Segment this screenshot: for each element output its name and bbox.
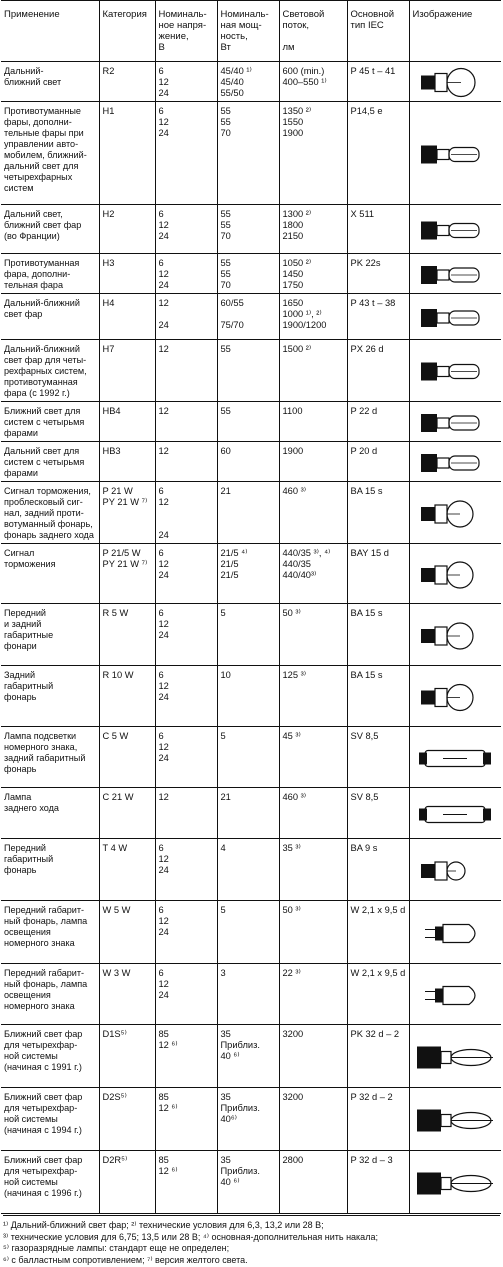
flux-cell: 1050 ²⁾ 1450 1750 bbox=[279, 254, 347, 294]
hb3-bulb-icon bbox=[410, 446, 502, 480]
footnote-line: ¹⁾ Дальний-ближний свет фар; ²⁾ технические условия для 6,3, 13,2 или 28 В; bbox=[3, 1220, 324, 1230]
table-row bbox=[1, 205, 501, 254]
power-cell: 55 55 70 bbox=[217, 205, 279, 254]
iec-type-cell: SV 8,5 bbox=[347, 727, 409, 788]
flux-cell: 1300 ²⁾ 1800 2150 bbox=[279, 205, 347, 254]
iec-type-cell: BA 15 s bbox=[347, 666, 409, 727]
voltage-cell: 12 bbox=[155, 402, 217, 442]
application-cell: Дальний- ближний свет bbox=[4, 66, 62, 87]
flux-cell: 1900 bbox=[279, 442, 347, 482]
power-cell: 21 bbox=[217, 482, 279, 544]
category-cell: T 4 W bbox=[99, 839, 155, 901]
category-cell: HB4 bbox=[99, 402, 155, 442]
power-cell: 55 bbox=[217, 402, 279, 442]
flux-cell: 35 ³⁾ bbox=[279, 839, 347, 901]
iec-type-cell: BA 9 s bbox=[347, 839, 409, 901]
application-cell: Задний габаритный фонарь bbox=[4, 670, 54, 702]
iec-type-cell: BA 15 s bbox=[347, 604, 409, 666]
image-cell bbox=[409, 1151, 501, 1214]
table-row bbox=[1, 666, 501, 727]
flux-cell: 125 ³⁾ bbox=[279, 666, 347, 727]
table-row bbox=[1, 901, 501, 964]
category-cell: H2 bbox=[99, 205, 155, 254]
category-cell: W 5 W bbox=[99, 901, 155, 964]
image-cell bbox=[409, 340, 501, 402]
c5w-festoon-icon bbox=[410, 731, 502, 786]
voltage-cell: 12 bbox=[155, 788, 217, 839]
h4-bulb-icon bbox=[410, 298, 502, 338]
application-cell: Передний габарит- ный фонарь, лампа освещения номерного знака bbox=[4, 905, 88, 948]
c21w-festoon-icon bbox=[410, 792, 502, 837]
power-cell: 45/40 ¹⁾ 45/40 55/50 bbox=[217, 62, 279, 102]
table-row bbox=[1, 254, 501, 294]
image-cell bbox=[409, 1025, 501, 1088]
flux-cell: 50 ³⁾ bbox=[279, 901, 347, 964]
category-cell: R2 bbox=[99, 62, 155, 102]
r2-bulb-icon bbox=[410, 67, 502, 98]
category-cell: P 21/5 W PY 21 W ⁷⁾ bbox=[99, 544, 155, 604]
voltage-cell: 6 12 24 bbox=[155, 604, 217, 666]
footnote-line: ³⁾ технические условия для 6,75; 13,5 или 28 В; ⁴⁾ основная-дополнительная нить накала; bbox=[3, 1231, 378, 1242]
h3-bulb-icon bbox=[410, 258, 502, 292]
d2r-xenon-icon bbox=[410, 1155, 502, 1212]
h7-bulb-icon bbox=[410, 344, 502, 399]
category-cell: H4 bbox=[99, 294, 155, 340]
r10w-bulb-icon bbox=[410, 670, 502, 725]
iec-type-cell: W 2,1 x 9,5 d bbox=[347, 964, 409, 1025]
h2-bulb-icon bbox=[410, 209, 502, 252]
d1s-xenon-icon bbox=[410, 1029, 502, 1086]
iec-type-cell: X 511 bbox=[347, 205, 409, 254]
flux-cell: 3200 bbox=[279, 1025, 347, 1088]
table-row bbox=[1, 62, 501, 102]
voltage-cell: 6 12 24 bbox=[155, 901, 217, 964]
application-cell: Ближний свет фар для четырехфар- ной системы (начиная с 1991 г.) bbox=[4, 1029, 83, 1072]
application-cell: Ближний свет фар для четырехфар- ной системы (начиная с 1996 г.) bbox=[4, 1155, 83, 1198]
header-voltage: Номиналь- ное напря- жение, В bbox=[155, 1, 217, 62]
flux-cell: 460 ³⁾ bbox=[279, 788, 347, 839]
flux-cell: 600 (min.) 400–550 ¹⁾ bbox=[279, 62, 347, 102]
power-cell: 55 55 70 bbox=[217, 254, 279, 294]
iec-type-cell: P 32 d – 3 bbox=[347, 1151, 409, 1214]
category-cell: R 5 W bbox=[99, 604, 155, 666]
image-cell bbox=[409, 102, 501, 205]
application-cell: Передний габаритный фонарь bbox=[4, 843, 54, 875]
application-cell: Дальний свет для систем с четырьмя фарами bbox=[4, 446, 85, 478]
category-cell: H7 bbox=[99, 340, 155, 402]
image-cell bbox=[409, 402, 501, 442]
iec-type-cell: W 2,1 x 9,5 d bbox=[347, 901, 409, 964]
application-cell: Сигнал торможения bbox=[4, 548, 56, 569]
header-power: Номиналь- ная мощ- ность, Вт bbox=[217, 1, 279, 62]
application-cell: Лампа заднего хода bbox=[4, 792, 59, 813]
table-row bbox=[1, 839, 501, 901]
table-row bbox=[1, 102, 501, 205]
table-header-row bbox=[1, 1, 501, 62]
table-row bbox=[1, 402, 501, 442]
image-cell bbox=[409, 788, 501, 839]
t4w-bulb-icon bbox=[410, 843, 502, 899]
category-cell: R 10 W bbox=[99, 666, 155, 727]
category-cell: C 21 W bbox=[99, 788, 155, 839]
table-row bbox=[1, 544, 501, 604]
table-row bbox=[1, 1088, 501, 1151]
category-cell: D2S⁵⁾ bbox=[99, 1088, 155, 1151]
table-row bbox=[1, 964, 501, 1025]
power-cell: 60/55 75/70 bbox=[217, 294, 279, 340]
application-cell: Ближний свет для систем с четырьмя фарами bbox=[4, 406, 85, 438]
table-row bbox=[1, 294, 501, 340]
power-cell: 55 55 70 bbox=[217, 102, 279, 205]
flux-cell: 1500 ²⁾ bbox=[279, 340, 347, 402]
footnotes bbox=[3, 1215, 500, 1266]
voltage-cell: 6 12 24 bbox=[155, 839, 217, 901]
application-cell: Сигнал торможения, проблесковый сиг- нал, задний проти- вотуманный фонарь, фонарь заднего хода bbox=[4, 486, 94, 540]
header-iec: Основной тип IEC bbox=[347, 1, 409, 62]
h1-bulb-icon bbox=[410, 106, 502, 203]
flux-cell: 45 ³⁾ bbox=[279, 727, 347, 788]
power-cell: 5 bbox=[217, 901, 279, 964]
application-cell: Дальний свет, ближний свет фар (во Франции) bbox=[4, 209, 82, 241]
flux-cell: 3200 bbox=[279, 1088, 347, 1151]
header-flux: Световой поток, лм bbox=[279, 1, 347, 62]
power-cell: 21/5 ⁴⁾ 21/5 21/5 bbox=[217, 544, 279, 604]
application-cell: Лампа подсветки номерного знака, задний габаритный фонарь bbox=[4, 731, 86, 774]
voltage-cell: 6 12 24 bbox=[155, 964, 217, 1025]
application-cell: Дальний-ближний свет фар bbox=[4, 298, 80, 319]
power-cell: 5 bbox=[217, 727, 279, 788]
image-cell bbox=[409, 839, 501, 901]
power-cell: 35 Приблиз. 40⁶⁾ bbox=[217, 1088, 279, 1151]
image-cell bbox=[409, 482, 501, 544]
flux-cell: 50 ³⁾ bbox=[279, 604, 347, 666]
image-cell bbox=[409, 604, 501, 666]
d2s-xenon-icon bbox=[410, 1092, 502, 1149]
iec-type-cell: P 43 t – 38 bbox=[347, 294, 409, 340]
voltage-cell: 6 12 24 bbox=[155, 727, 217, 788]
application-cell: Передний и задний габаритные фонари bbox=[4, 608, 54, 651]
table-row bbox=[1, 1025, 501, 1088]
voltage-cell: 6 12 24 bbox=[155, 482, 217, 544]
lamp-table bbox=[1, 0, 501, 1214]
iec-type-cell: BA 15 s bbox=[347, 482, 409, 544]
category-cell: C 5 W bbox=[99, 727, 155, 788]
flux-cell: 1100 bbox=[279, 402, 347, 442]
iec-type-cell: BAY 15 d bbox=[347, 544, 409, 604]
footnote-line: ⁵⁾ газоразрядные лампы: стандарт еще не определен; bbox=[3, 1243, 230, 1253]
voltage-cell: 85 12 ⁶⁾ bbox=[155, 1088, 217, 1151]
power-cell: 60 bbox=[217, 442, 279, 482]
application-cell: Противотуманная фара, дополни- тельная фара bbox=[4, 258, 80, 290]
flux-cell: 22 ³⁾ bbox=[279, 964, 347, 1025]
iec-type-cell: P14,5 e bbox=[347, 102, 409, 205]
iec-type-cell: P 45 t – 41 bbox=[347, 62, 409, 102]
w3w-wedge-icon bbox=[410, 968, 502, 1023]
p21w-bulb-icon bbox=[410, 486, 502, 542]
iec-type-cell: P 22 d bbox=[347, 402, 409, 442]
flux-cell: 1350 ²⁾ 1550 1900 bbox=[279, 102, 347, 205]
application-cell: Противотуманные фары, дополни- тельные фары при управлении авто- мобилем, ближний- дальний свет для четырехфарных систем bbox=[4, 106, 87, 193]
image-cell bbox=[409, 727, 501, 788]
table-row bbox=[1, 442, 501, 482]
voltage-cell: 6 12 24 bbox=[155, 205, 217, 254]
voltage-cell: 6 12 24 bbox=[155, 254, 217, 294]
power-cell: 55 bbox=[217, 340, 279, 402]
flux-cell: 440/35 ³⁾, ⁴⁾ 440/35 440/40³⁾ bbox=[279, 544, 347, 604]
application-cell: Передний габарит- ный фонарь, лампа освещения номерного знака bbox=[4, 968, 88, 1011]
voltage-cell: 85 12 ⁶⁾ bbox=[155, 1025, 217, 1088]
power-cell: 4 bbox=[217, 839, 279, 901]
r5w-bulb-icon bbox=[410, 608, 502, 664]
power-cell: 10 bbox=[217, 666, 279, 727]
application-cell: Дальний-ближний свет фар для четы- рехфарных систем, противотуманная фара (с 1992 г.) bbox=[4, 344, 87, 398]
flux-cell: 1650 1000 ¹⁾, ²⁾ 1900/1200 bbox=[279, 294, 347, 340]
power-cell: 21 bbox=[217, 788, 279, 839]
image-cell bbox=[409, 544, 501, 604]
voltage-cell: 12 24 bbox=[155, 294, 217, 340]
voltage-cell: 6 12 24 bbox=[155, 544, 217, 604]
category-cell: HB3 bbox=[99, 442, 155, 482]
image-cell bbox=[409, 62, 501, 102]
category-cell: H1 bbox=[99, 102, 155, 205]
image-cell bbox=[409, 666, 501, 727]
voltage-cell: 12 bbox=[155, 340, 217, 402]
category-cell: W 3 W bbox=[99, 964, 155, 1025]
voltage-cell: 12 bbox=[155, 442, 217, 482]
voltage-cell: 6 12 24 bbox=[155, 666, 217, 727]
w5w-wedge-icon bbox=[410, 905, 502, 962]
image-cell bbox=[409, 1088, 501, 1151]
image-cell bbox=[409, 254, 501, 294]
table-row bbox=[1, 727, 501, 788]
power-cell: 35 Приблиз. 40 ⁶⁾ bbox=[217, 1025, 279, 1088]
category-cell: D2R⁵⁾ bbox=[99, 1151, 155, 1214]
iec-type-cell: P 32 d – 2 bbox=[347, 1088, 409, 1151]
iec-type-cell: PK 22s bbox=[347, 254, 409, 294]
iec-type-cell: PX 26 d bbox=[347, 340, 409, 402]
power-cell: 5 bbox=[217, 604, 279, 666]
iec-type-cell: SV 8,5 bbox=[347, 788, 409, 839]
header-category: Категория bbox=[99, 1, 155, 62]
application-cell: Ближний свет фар для четырехфар- ной системы (начиная с 1994 г.) bbox=[4, 1092, 83, 1135]
power-cell: 35 Приблиз. 40 ⁶⁾ bbox=[217, 1151, 279, 1214]
image-cell bbox=[409, 205, 501, 254]
voltage-cell: 85 12 ⁶⁾ bbox=[155, 1151, 217, 1214]
table-row bbox=[1, 788, 501, 839]
table-row bbox=[1, 604, 501, 666]
p21-5w-bulb-icon bbox=[410, 548, 502, 602]
iec-type-cell: PK 32 d – 2 bbox=[347, 1025, 409, 1088]
table-row bbox=[1, 482, 501, 544]
header-image: Изображение bbox=[409, 1, 501, 62]
category-cell: H3 bbox=[99, 254, 155, 294]
table-row bbox=[1, 340, 501, 402]
image-cell bbox=[409, 901, 501, 964]
hb4-bulb-icon bbox=[410, 406, 502, 440]
iec-type-cell: P 20 d bbox=[347, 442, 409, 482]
voltage-cell: 6 12 24 bbox=[155, 102, 217, 205]
power-cell: 3 bbox=[217, 964, 279, 1025]
image-cell bbox=[409, 294, 501, 340]
footnote-line: ⁶⁾ с балластным сопротивлением; ⁷⁾ версия желтого света. bbox=[3, 1254, 248, 1265]
flux-cell: 460 ³⁾ bbox=[279, 482, 347, 544]
image-cell bbox=[409, 964, 501, 1025]
voltage-cell: 6 12 24 bbox=[155, 62, 217, 102]
category-cell: D1S⁵⁾ bbox=[99, 1025, 155, 1088]
category-cell: P 21 W PY 21 W ⁷⁾ bbox=[99, 482, 155, 544]
flux-cell: 2800 bbox=[279, 1151, 347, 1214]
table-row bbox=[1, 1151, 501, 1214]
image-cell bbox=[409, 442, 501, 482]
header-application: Применение bbox=[4, 9, 60, 20]
